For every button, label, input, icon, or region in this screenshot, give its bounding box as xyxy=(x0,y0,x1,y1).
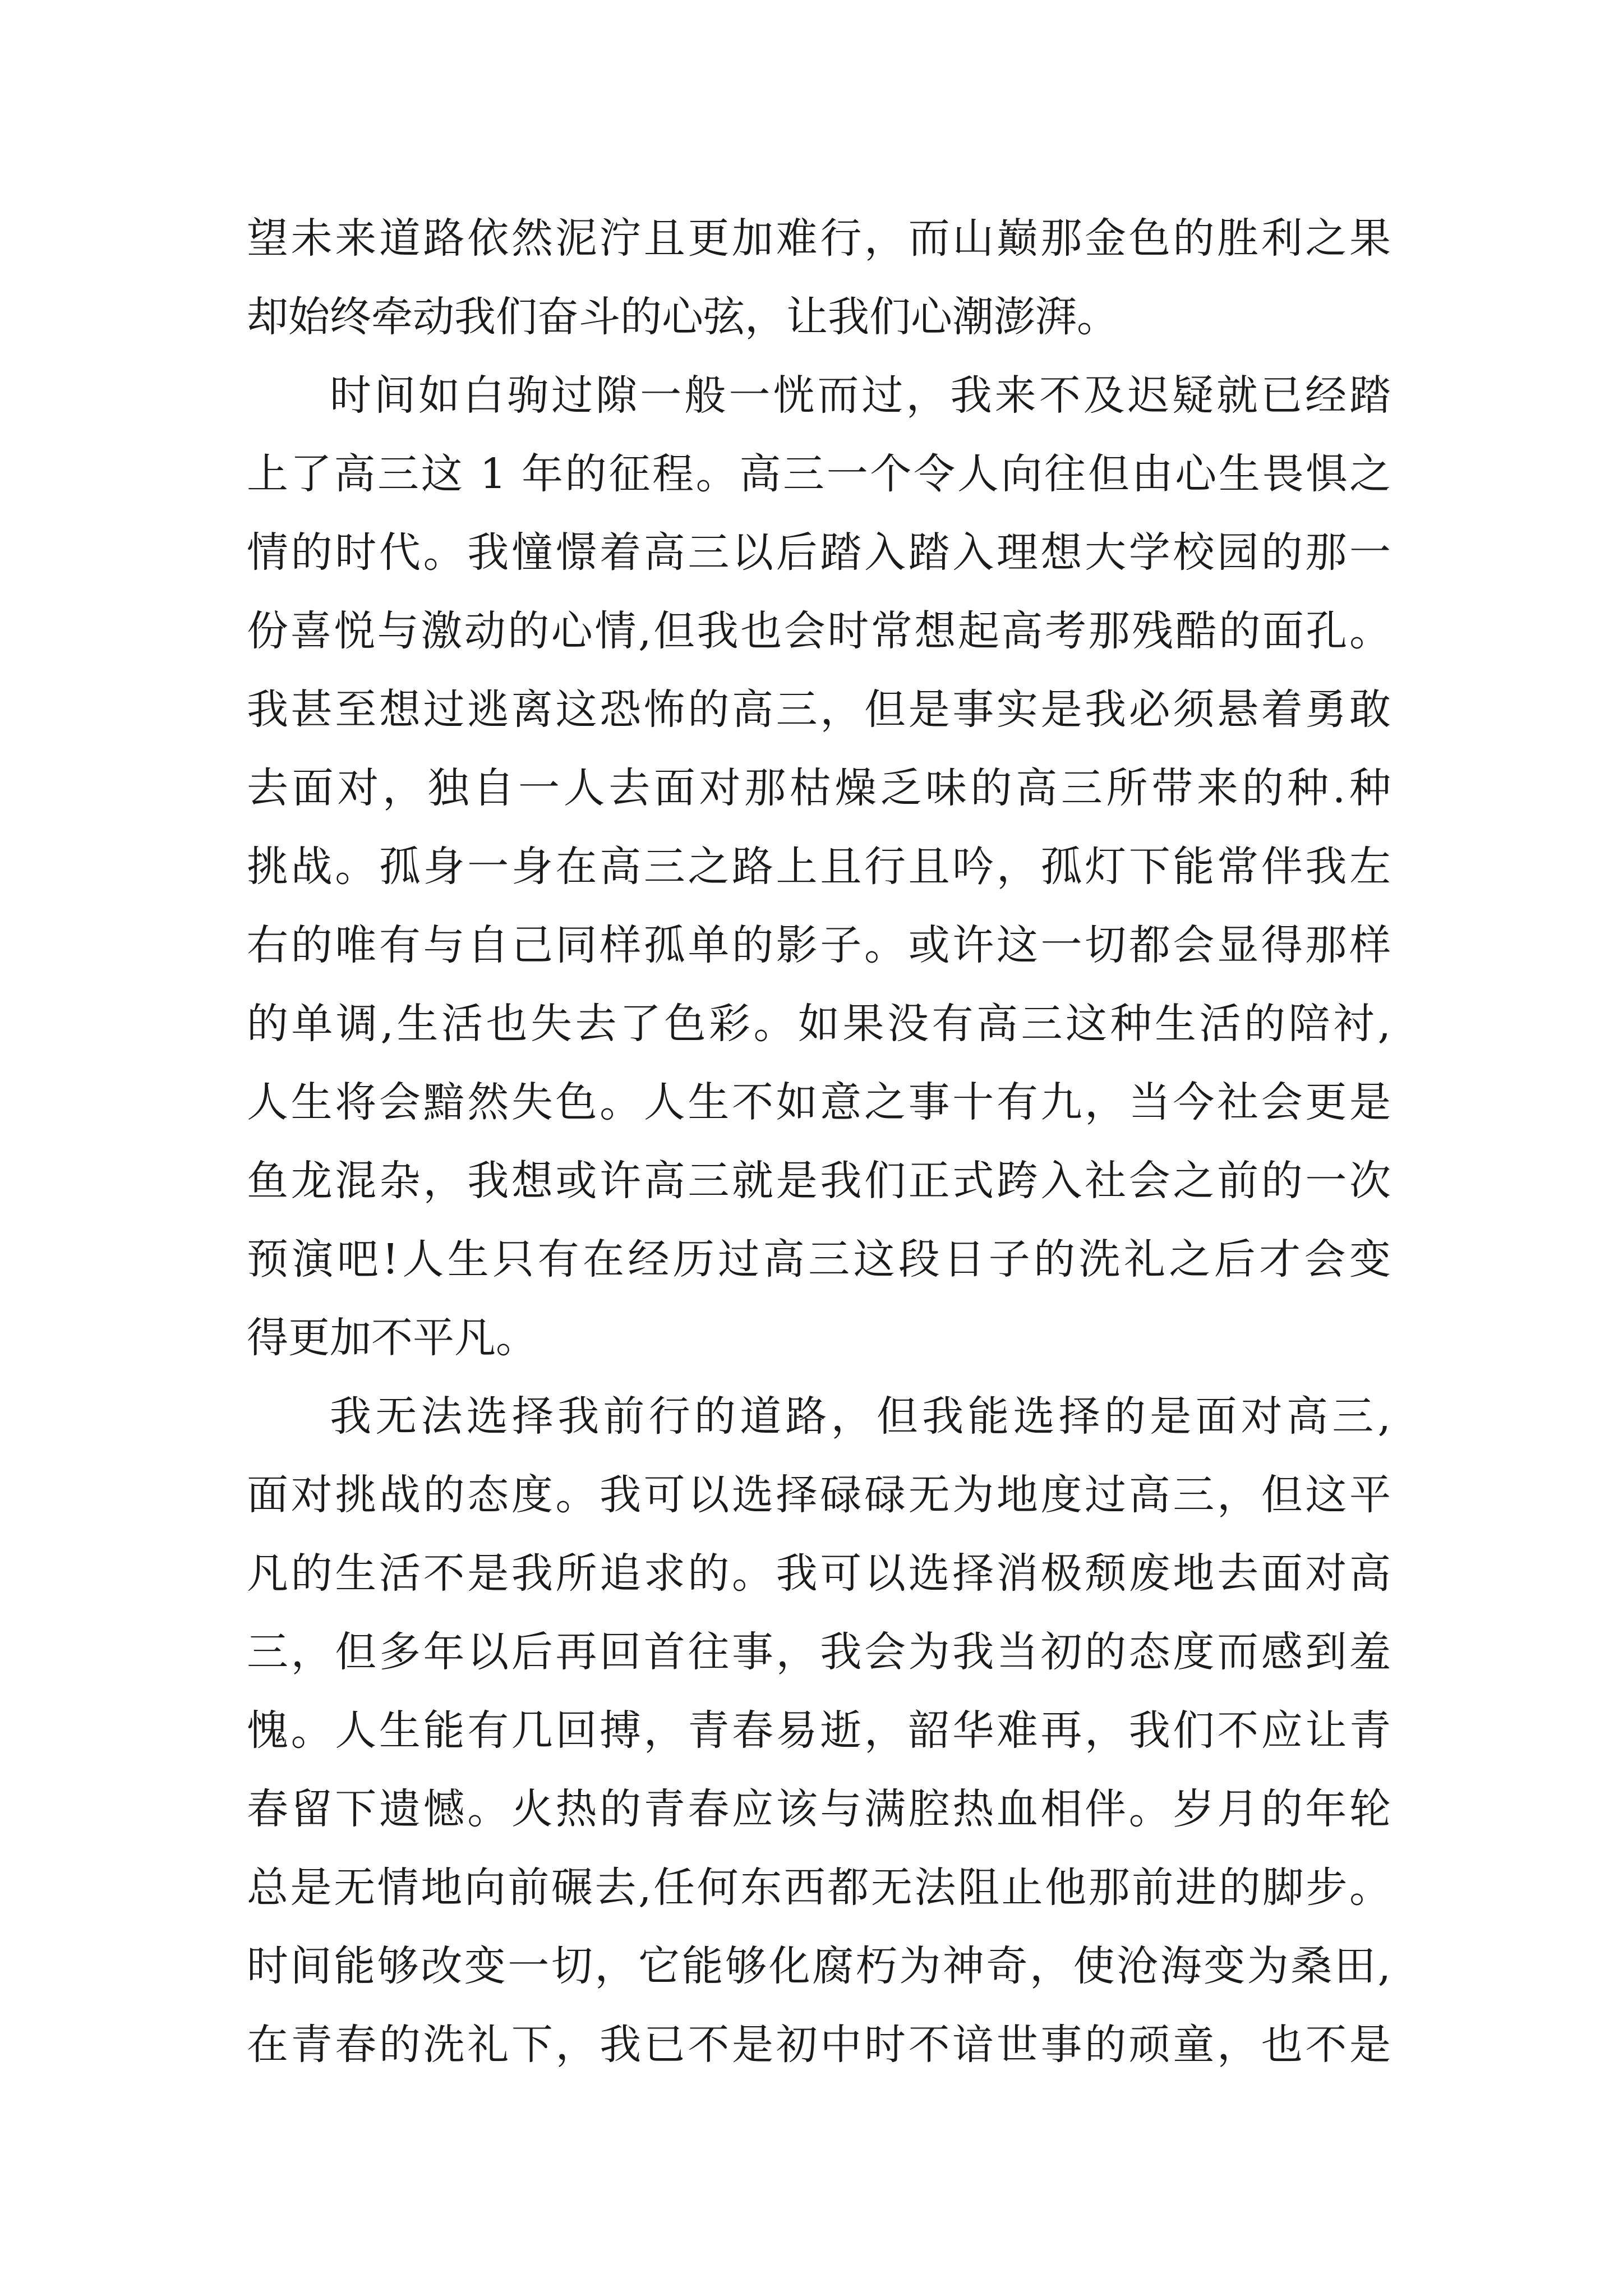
text-line: 春留下遗憾。火热的青春应该与满腔热血相伴。岁月的年轮 xyxy=(247,1785,1391,1833)
text-line: 凡的生活不是我所追求的。我可以选择消极颓废地去面对高 xyxy=(247,1549,1391,1598)
paragraph-3 xyxy=(247,1377,1391,2084)
text-line: 时间如白驹过隙一般一恍而过，我来不及迟疑就已经踏 xyxy=(330,371,1391,420)
text-line: 得更加不平凡。 xyxy=(247,1314,537,1362)
text-line: 总是无情地向前碾去,任何东西都无法阻止他那前进的脚步。 xyxy=(247,1864,1391,1912)
text-line: 人生将会黯然失色。人生不如意之事十有九，当今社会更是 xyxy=(247,1078,1391,1126)
text-line: 去面对，独自一人去面对那枯燥乏味的高三所带来的种.种 xyxy=(247,764,1391,812)
text-line: 情的时代。我憧憬着高三以后踏入踏入理想大学校园的那一 xyxy=(247,528,1391,577)
paragraph-1 xyxy=(247,199,1391,356)
text-line: 上了高三这 1 年的征程。高三一个令人向往但由心生畏惧之 xyxy=(247,450,1391,498)
text-line: 挑战。孤身一身在高三之路上且行且吟，孤灯下能常伴我左 xyxy=(247,843,1391,891)
text-line: 面对挑战的态度。我可以选择碌碌无为地度过高三，但这平 xyxy=(247,1471,1391,1519)
text-line: 右的唯有与自己同样孤单的影子。或许这一切都会显得那样 xyxy=(247,921,1391,969)
text-line: 我甚至想过逃离这恐怖的高三，但是事实是我必须悬着勇敢 xyxy=(247,685,1391,734)
text-line: 份喜悦与激动的心情,但我也会时常想起高考那残酷的面孔。 xyxy=(247,607,1391,655)
text-line: 预演吧!人生只有在经历过高三这段日子的洗礼之后才会变 xyxy=(247,1235,1391,1283)
text-line: 时间能够改变一切，它能够化腐朽为神奇，使沧海变为桑田, xyxy=(247,1942,1391,1990)
text-line: 愧。人生能有几回搏，青春易逝，韶华难再，我们不应让青 xyxy=(247,1706,1391,1755)
body-text xyxy=(247,199,1391,2084)
text-line: 的单调,生活也失去了色彩。如果没有高三这种生活的陪衬, xyxy=(247,1000,1391,1048)
paragraph-2 xyxy=(247,356,1391,1377)
text-line: 鱼龙混杂，我想或许高三就是我们正式跨入社会之前的一次 xyxy=(247,1157,1391,1205)
text-line: 在青春的洗礼下，我已不是初中时不谙世事的顽童，也不是 xyxy=(247,2021,1391,2069)
text-line: 我无法选择我前行的道路，但我能选择的是面对高三, xyxy=(330,1392,1391,1441)
text-line: 三，但多年以后再回首往事，我会为我当初的态度而感到羞 xyxy=(247,1628,1391,1676)
text-line: 却始终牵动我们奋斗的心弦，让我们心潮澎湃。 xyxy=(247,293,1118,341)
text-line: 望未来道路依然泥泞且更加难行，而山巅那金色的胜利之果 xyxy=(247,214,1391,263)
